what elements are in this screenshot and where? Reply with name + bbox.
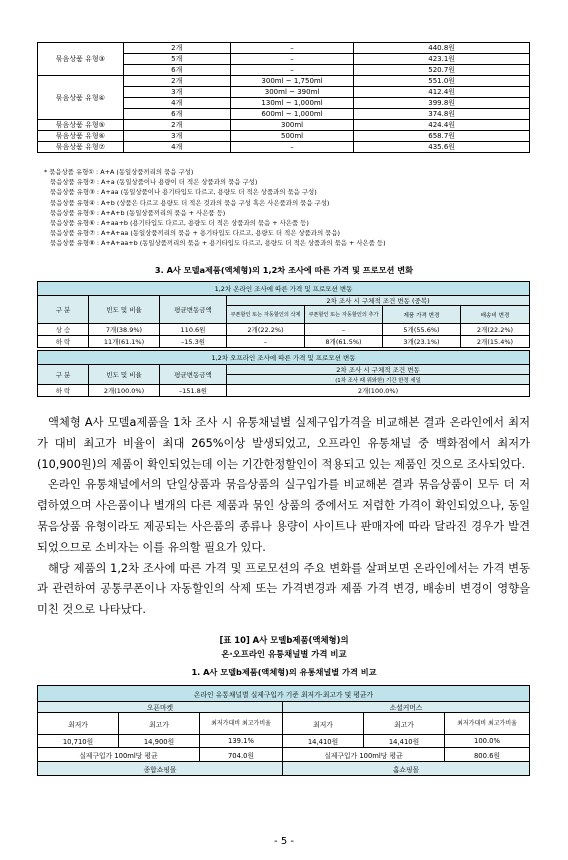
- col-header: 2차 조사 시 구체적 조건 변동: [227, 365, 530, 375]
- cell: 3개: [123, 87, 230, 98]
- avg-label: 실제구입가 100ml당 평균: [283, 748, 445, 762]
- col-header: 최저가대비 최고가비율: [200, 713, 283, 735]
- bundle-type-cell: 묶음상품 유형④: [38, 76, 124, 120]
- col-header: 최저가: [283, 713, 364, 735]
- cell: 440.8원: [354, 43, 530, 54]
- cell: 5개(55.6%): [383, 324, 461, 336]
- offline-change-table: [37, 350, 530, 397]
- cell: 800.6원: [445, 748, 530, 762]
- bundle-type-cell: 묶음상품 유형⑥: [38, 131, 124, 142]
- section-title: 1. A사 모델b제품(액체형)의 유통채널별 가격 비교: [191, 667, 377, 677]
- note-line: 묶음상품 유형⑤ : A+A+b (동일상품끼리의 묶음 + 사은품 등): [50, 208, 226, 217]
- bundle-type-notes: [44, 167, 544, 249]
- cell: –: [305, 324, 383, 336]
- cell: 14,410원: [364, 735, 445, 748]
- avg-label: 실제구입가 100ml당 평균: [38, 748, 200, 762]
- col-header: 빈도 및 비율: [89, 296, 160, 324]
- note-line: 묶음상품 유형④ : A+b (상품은 다르고 용량도 더 적은 것과의 묶음 구성 혹은 사은품과의 묶음 구성): [50, 198, 330, 207]
- cell: –: [230, 142, 353, 153]
- cell: 399.8원: [354, 98, 530, 109]
- col-header: 구 분: [38, 365, 89, 385]
- row-label: 하 락: [38, 385, 89, 397]
- col-header: 최고가: [364, 713, 445, 735]
- note-line: * 묶음상품 유형① : A+A (동일상품끼리의 묶음 구성): [44, 168, 194, 176]
- col-header: 구 분: [38, 296, 89, 324]
- table-row: [38, 131, 530, 142]
- bundle-type-cell: 묶음상품 유형⑦: [38, 142, 124, 153]
- col-header: 최저가대비 최고가비율: [445, 713, 530, 735]
- row-label: 상 승: [38, 324, 89, 336]
- cell: 520.7원: [354, 65, 530, 76]
- cell: –: [227, 336, 305, 348]
- cell: 6개: [123, 65, 230, 76]
- table-row: [38, 142, 530, 153]
- cell: 423.1원: [354, 54, 530, 65]
- sub-header: 쿠폰할인 또는 자동할인의 추가: [305, 306, 383, 324]
- cell: 11개(61.1%): [89, 336, 160, 348]
- group-header: 홈쇼핑몰: [283, 762, 530, 776]
- cell: 100.0%: [445, 735, 530, 748]
- cell: 110.6원: [160, 324, 227, 336]
- page-number: - 5 -: [274, 836, 294, 847]
- note-line: 묶음상품 유형③ : A+aa (동일상품이나 용기타입도 다르고, 용량도 더 적은 상품과의 묶음 구성): [50, 188, 317, 197]
- section-title: 3. A사 모델a제품(액체형)의 1,2차 조사에 따른 가격 및 프로모션 변화: [154, 265, 414, 275]
- cell: –: [230, 54, 353, 65]
- cell: 6개: [123, 109, 230, 120]
- cell: 500ml: [230, 131, 353, 142]
- cell: 374.8원: [354, 109, 530, 120]
- cell: 8개(61.5%): [305, 336, 383, 348]
- cell: 424.4원: [354, 120, 530, 131]
- note-line: 묶음상품 유형② : A+a (동일상품이나 용량이 더 적은 상품과의 묶음 구성): [50, 178, 258, 187]
- bundle-type-cell: 묶음상품 유형⑤: [38, 120, 124, 131]
- cell: 3개(23.1%): [383, 336, 461, 348]
- paragraph: 온라인 유통채널에서의 단일상품과 묶음상품의 실구입가를 비교해본 결과 묶음상품이 모두 더 저렴하였으며 사은품이나 별개의 다른 제품과 묶인 상품의 중에서도 저렴한 가격이 확인되었으나, 동일 묶음상품 유형이라도 제공되는 사은품의 종류나 용량이 사이트나 판매자에 따라 달라진 경우가 발견되었으므로 소비자는 이를 유의할 필요가 있다.: [37, 478, 530, 554]
- sub-header: (1차 조사 때 위와한) 기간 한정 세일: [227, 375, 530, 385]
- cell: 2개(100.0%): [227, 385, 530, 397]
- cell: 2개(22.2%): [461, 324, 530, 336]
- cell: 2개: [123, 76, 230, 87]
- cell: 658.7원: [354, 131, 530, 142]
- cell: 2개(15.4%): [461, 336, 530, 348]
- cell: 551.0원: [354, 76, 530, 87]
- table-row: [38, 76, 530, 87]
- cell: 2개: [123, 120, 230, 131]
- cell: 704.0원: [200, 748, 283, 762]
- channel-price-table: [37, 685, 530, 776]
- cell: 3개: [123, 131, 230, 142]
- cell: 300ml ~ 390ml: [230, 87, 353, 98]
- sub-header: 쿠폰할인 또는 자동할인의 삭제: [227, 306, 305, 324]
- col-header: 최저가: [38, 713, 119, 735]
- bundle-type-cell: 묶음상품 유형③: [38, 43, 124, 76]
- cell: 139.1%: [200, 735, 283, 748]
- note-line: 묶음상품 유형⑦ : A+A+aa (동일상품끼리의 묶음 + 용기타입도 다르고, 용량도 더 적은 상품과의 묶음): [50, 229, 341, 238]
- table-caption: 온·오프라인 유통채널별 가격 비교: [221, 649, 347, 659]
- col-header: 빈도 및 비율: [89, 365, 160, 385]
- cell: 10,710원: [38, 735, 119, 748]
- bundle-price-table: [37, 42, 530, 153]
- note-line: 묶음상품 유형⑧ : A+A+aa+b (동일상품끼리의 묶음 + 용기타입도 다르고, 용량도 더 적은 상품과의 묶음 + 사은품 등): [50, 239, 386, 248]
- paragraph: 해당 제품의 1,2차 조사에 따른 가격 및 프로모션의 주요 변화를 살펴보면 온라인에서는 가격 변동과 관련하여 공통쿠폰이나 자동할인의 삭제 또는 가격변경과 제품 가격 변경, 배송비 변경이 영향을 미친 것으로 나타났다.: [37, 561, 530, 617]
- group-header: 오픈마켓: [38, 702, 283, 713]
- cell: 14,410원: [283, 735, 364, 748]
- cell: 412.4원: [354, 87, 530, 98]
- cell: 4개: [123, 98, 230, 109]
- group-header: 소셜커머스: [283, 702, 530, 713]
- table-title: 온라인 유통채널별 실제구입가 기준 최저가·최고가 및 평균가: [38, 686, 530, 702]
- body-text: [37, 413, 530, 621]
- cell: –15.3원: [160, 336, 227, 348]
- table-title: 1,2차 오프라인 조사에 따른 가격 및 프로모션 변동: [38, 351, 530, 365]
- table-row: [38, 120, 530, 131]
- cell: 435.6원: [354, 142, 530, 153]
- cell: 2개(100.0%): [89, 385, 160, 397]
- table-caption: [표 10] A사 모델b제품(액체형)의: [219, 635, 349, 645]
- cell: 600ml ~ 1,000ml: [230, 109, 353, 120]
- note-line: 묶음상품 유형⑥ : A+aa+b (용기타입도 다르고, 용량도 더 적은 상품과의 묶음 + 사은품 등): [50, 219, 309, 228]
- cell: 7개(38.9%): [89, 324, 160, 336]
- cell: 300ml: [230, 120, 353, 131]
- col-header: 최고가: [119, 713, 200, 735]
- cell: 130ml ~ 1,000ml: [230, 98, 353, 109]
- col-header: 평균변동금액: [160, 365, 227, 385]
- group-header: 종합쇼핑몰: [38, 762, 283, 776]
- cell: 2개: [123, 43, 230, 54]
- cell: –151.8원: [160, 385, 227, 397]
- sub-header: 제품 가격 변경: [383, 306, 461, 324]
- table-row: [38, 43, 530, 54]
- cell: 4개: [123, 142, 230, 153]
- table-title: 1,2차 온라인 조사에 따른 가격 및 프로모션 변동: [38, 282, 530, 296]
- cell: –: [230, 43, 353, 54]
- cell: 2개(22.2%): [227, 324, 305, 336]
- online-change-table: [37, 281, 530, 348]
- col-header: 2차 조사 시 구체적 조건 변동 (중복): [227, 296, 530, 306]
- paragraph: 액체형 A사 모델a제품을 1차 조사 시 유통채널별 실제구입가격을 비교해본 결과 온라인에서 최저가 대비 최고가 비율이 최대 265%이상 발생되었고, 오프라인 유통채널 중 백화점에서 최저가(10,900원)의 제품이 확인되었는데 이는 기간한정할인이 적용되고 있는 제품인 것으로 조사되었다.: [37, 416, 530, 471]
- cell: –: [230, 65, 353, 76]
- col-header: 평균변동금액: [160, 296, 227, 324]
- cell: 14,900원: [119, 735, 200, 748]
- cell: 5개: [123, 54, 230, 65]
- row-label: 하 락: [38, 336, 89, 348]
- cell: 300ml ~ 1,750ml: [230, 76, 353, 87]
- sub-header: 배송비 변경: [461, 306, 530, 324]
